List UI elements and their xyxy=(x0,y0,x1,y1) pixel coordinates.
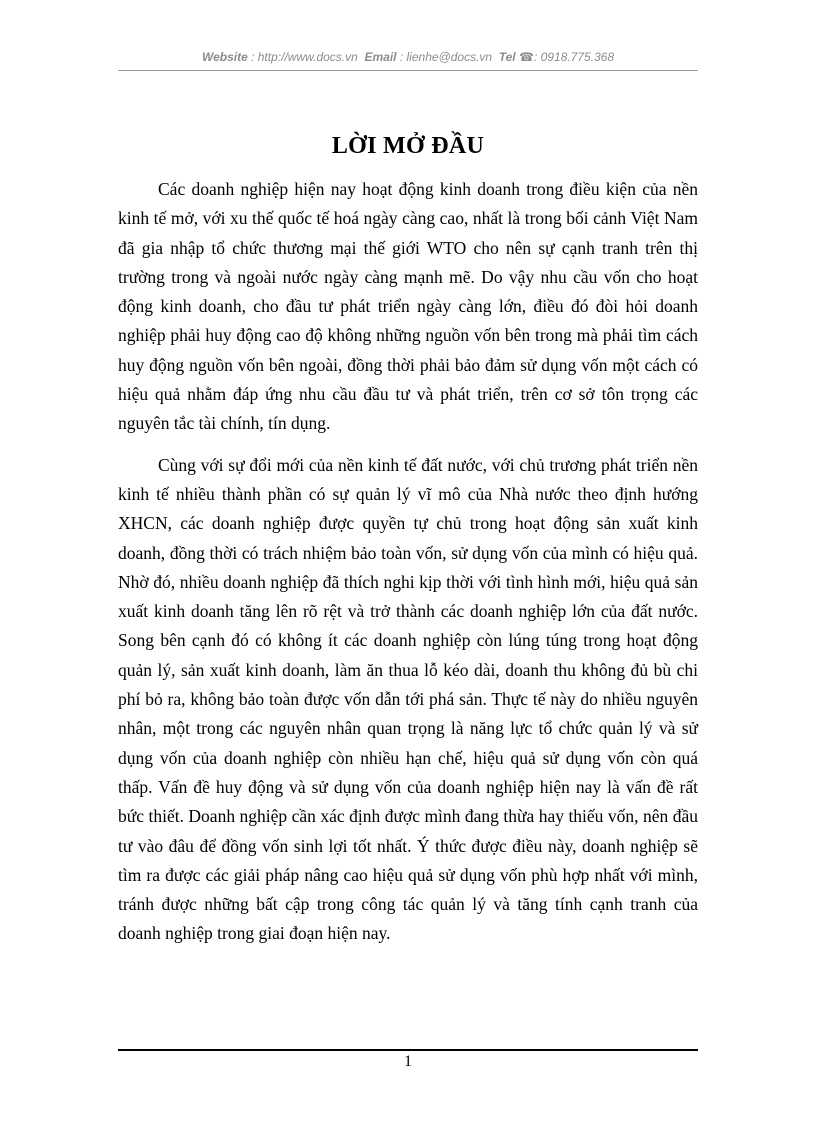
tel-value: : 0918.775.368 xyxy=(533,50,615,64)
header-divider xyxy=(118,70,698,71)
paragraph: Các doanh nghiệp hiện nay hoạt động kinh doanh trong điều kiện của nền kinh tế mở, với xu thế quốc tế hoá ngày càng cao, nhất là trong bối cảnh Việt Nam đã gia nhập tổ chức thương mại thế giới WTO cho nên sự cạnh tranh trên thị trường trong và ngoài nước ngày càng mạnh mẽ. Do vậy nhu cầu vốn cho hoạt động kinh doanh, cho đầu tư phát triển ngày càng lớn, điều đó đòi hỏi doanh nghiệp phải huy động cao độ không những nguồn vốn bên trong mà phải tìm cách huy động nguồn vốn bên ngoài, đồng thời phải bảo đảm sử dụng vốn một cách có hiệu quả nhằm đáp ứng nhu cầu đầu tư và phát triển, trên cơ sở tôn trọng các nguyên tắc tài chính, tín dụng. xyxy=(118,179,698,434)
website-label: Website xyxy=(201,50,248,64)
page-number: 1 xyxy=(404,1053,412,1070)
email-label: Email xyxy=(364,50,397,64)
email-link[interactable]: : lienhe@docs.vn xyxy=(399,50,493,64)
tel-label: Tel xyxy=(498,50,516,64)
page-title: LỜI MỞ ĐẦU xyxy=(331,133,485,159)
page-header xyxy=(118,50,698,70)
website-link[interactable]: : http://www.docs.vn xyxy=(251,50,358,64)
footer-divider xyxy=(118,1049,698,1051)
paragraph: Cùng với sự đổi mới của nền kinh tế đất nước, với chủ trương phát triển nền kinh tế nhiều thành phần có sự quản lý vĩ mô của Nhà nước theo định hướng XHCN, các doanh nghiệp được quyền tự chủ trong hoạt động sản xuất kinh doanh, đồng thời có trách nhiệm bảo toàn vốn, sử dụng vốn của mình có hiệu quả. Nhờ đó, nhiều doanh nghiệp đã thích nghi kịp thời với tình hình mới, hiệu quả sản xuất kinh doanh tăng lên rõ rệt và trở thành các doanh nghiệp lớn của đất nước. Song bên cạnh đó có không ít các doanh nghiệp còn lúng túng trong hoạt động quản lý, sản xuất kinh doanh, làm ăn thua lỗ kéo dài, doanh thu không đủ bù chi phí bỏ ra, không bảo toàn được vốn dẫn tới phá sản. Thực tế này do nhiều nguyên nhân, một trong các nguyên nhân quan trọng là năng lực tổ chức quản lý và sử dụng vốn của doanh nghiệp còn nhiều hạn chế, hiệu quả sử dụng vốn còn quá thấp. Vấn đề huy động và sử dụng vốn của doanh nghiệp hiện nay là vấn đề rất bức thiết. Doanh nghiệp cần xác định được mình đang thừa hay thiếu vốn, nên đầu tư vào đâu để đồng vốn sinh lợi tốt nhất. Ý thức được điều này, doanh nghiệp sẽ tìm ra được các giải pháp nâng cao hiệu quả sử dụng vốn phù hợp nhất với mình, tránh được những bất cập trong công tác quản lý và tăng tính cạnh tranh của doanh nghiệp trong giai đoạn hiện nay. xyxy=(118,454,698,944)
document-body xyxy=(118,175,698,961)
phone-icon: ☎ xyxy=(519,50,534,64)
